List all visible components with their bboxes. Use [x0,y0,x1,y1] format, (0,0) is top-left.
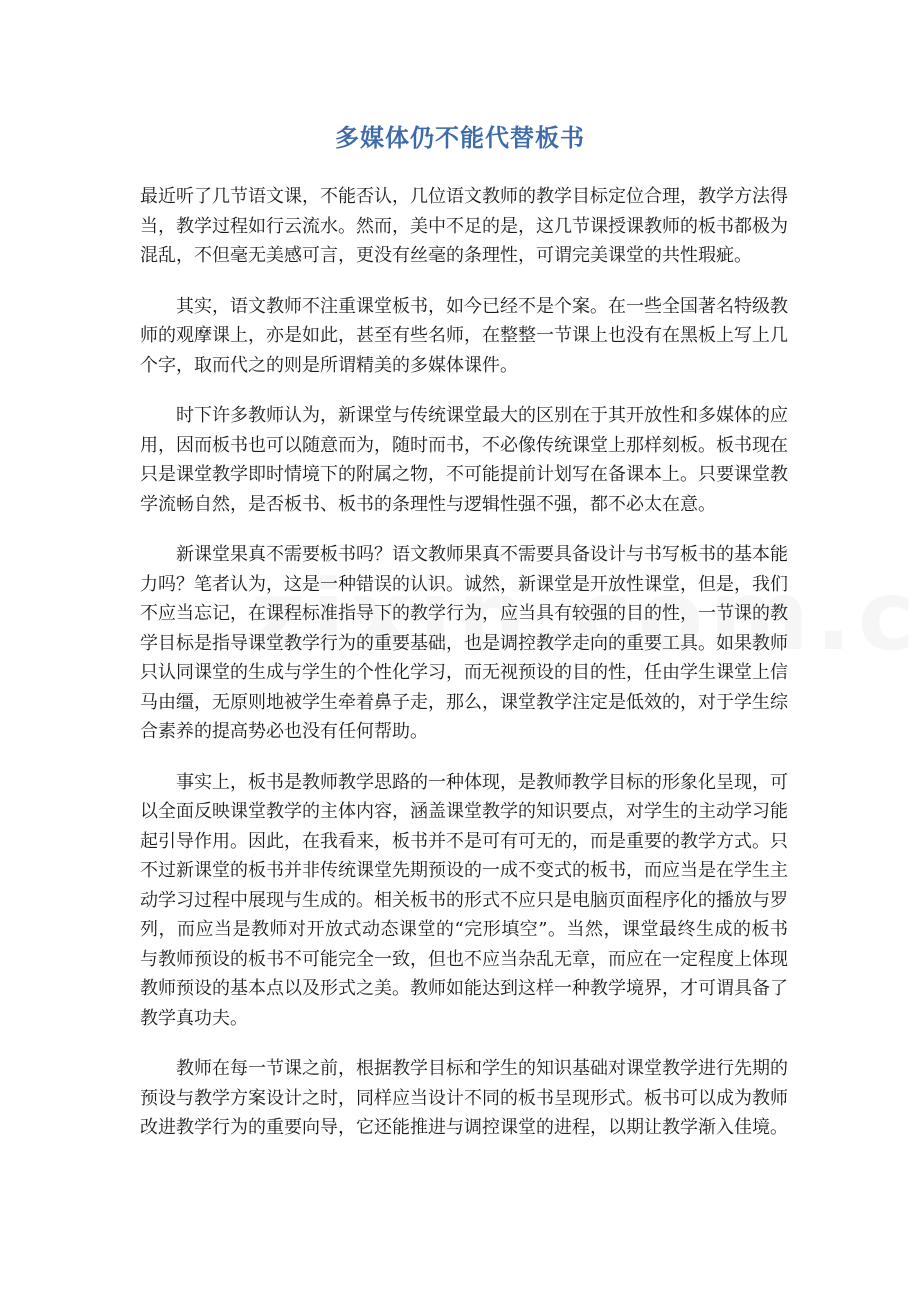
paragraph-5: 事实上，板书是教师教学思路的一种体现，是教师教学目标的形象化呈现，可以全面反映课堂教学的主体内容，涵盖课堂教学的知识要点，对学生的主动学习能起引导作用。因此，在我看来，板书并不是可有可无的，而是重要的教学方式。只不过新课堂的板书并非传统课堂先期预设的一成不变式的板书，而应当是在学生主动学习过程中展现与生成的。相关板书的形式不应只是电脑页面程序化的播放与罗列，而应当是教师对开放式动态课堂的“完形填空”。当然，课堂最终生成的板书与教师预设的板书不可能完全一致，但也不应当杂乱无章，而应在一定程度上体现教师预设的基本点以及形式之美。教师如能达到这样一种教学境界，才可谓具备了教学真功夫。 [140,771,788,1029]
paragraph-4: 新课堂果真不需要板书吗？语文教师果真不需要具备设计与书写板书的基本能力吗？笔者认为，这是一种错误的认识。诚然，新课堂是开放性课堂，但是，我们不应当忘记，在课程标准指导下的教学行为，应当具有较强的目的性，一节课的教学目标是指导课堂教学行为的重要基础，也是调控教学走向的重要工具。如果教师只认同课堂的生成与学生的个性化学习，而无视预设的目的性，任由学生课堂上信马由缰，无原则地被学生牵着鼻子走，那么，课堂教学注定是低效的，对于学生综合素养的提高势必也没有任何帮助。 [140,544,788,742]
paragraph-3: 时下许多教师认为，新课堂与传统课堂最大的区别在于其开放性和多媒体的应用，因而板书也可以随意而为，随时而书，不必像传统课堂上那样刻板。板书现在只是课堂教学即时情境下的附属之物，不可能提前计划写在备课本上。只要课堂教学流畅自然，是否板书、板书的条理性与逻辑性强不强，都不必太在意。 [140,405,788,515]
paragraph-1: 最近听了几节语文课，不能否认，几位语文教师的教学目标定位合理，教学方法得当，教学过程如行云流水。然而，美中不足的是，这几节课授课教师的板书都极为混乱，不但毫无美感可言，更没有丝毫的条理性，可谓完美课堂的共性瑕疵。 [140,186,788,266]
paragraph-6: 教师在每一节课之前，根据教学目标和学生的知识基础对课堂教学进行先期的预设与教学方案设计之时，同样应当设计不同的板书呈现形式。板书可以成为教师改进教学行为的重要向导，它还能推进与调控课堂的进程，以期让教学渐入佳境。 [140,1058,788,1138]
paragraph-2: 其实，语文教师不注重课堂板书，如今已经不是个案。在一些全国著名特级教师的观摩课上，亦是如此，甚至有些名师，在整整一节课上也没有在黑板上写上几个字，取而代之的则是所谓精美的多媒体课件。 [140,295,788,376]
page-title: 多媒体仍不能代替板书 [335,124,585,152]
article-body [140,182,788,1164]
